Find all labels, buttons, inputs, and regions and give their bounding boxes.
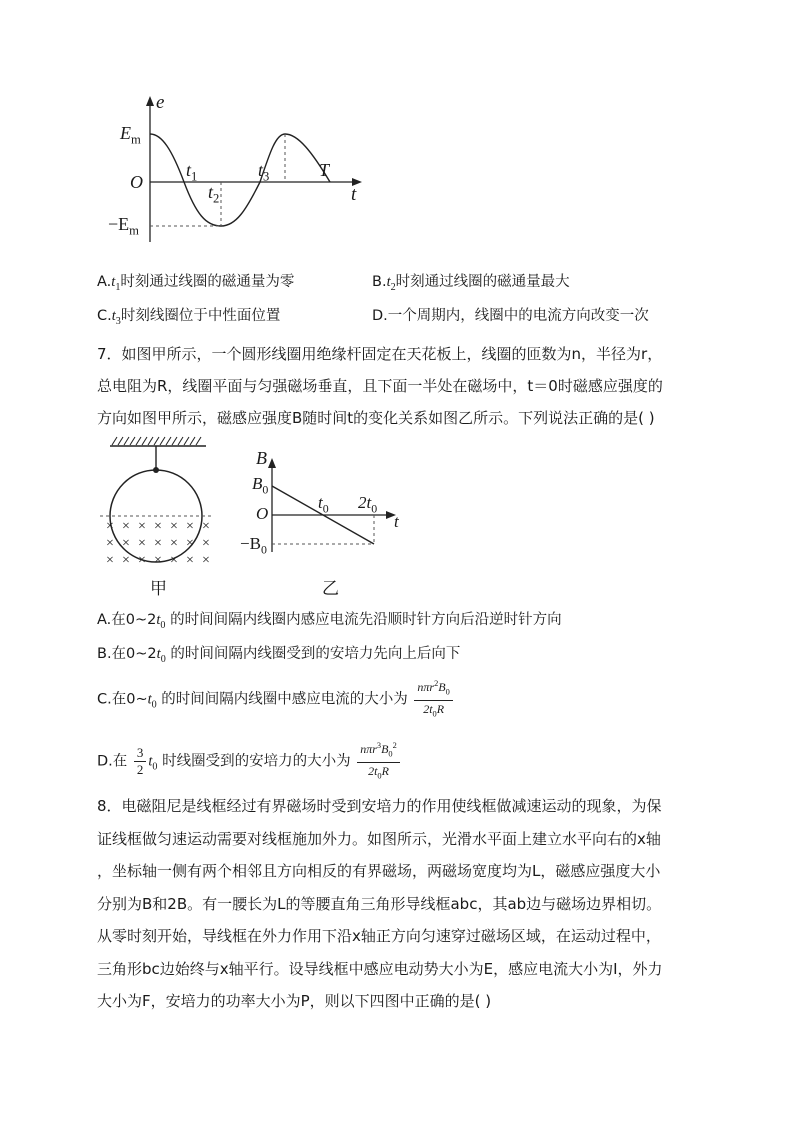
q7-line-3: 方向如图甲所示，磁感应强度B随时间t的变化关系如图乙所示。下列说法正确的是( ) bbox=[97, 409, 655, 427]
q7-option-c: C.在$0\sim t_0$ 的时间间隔内线圈中感应电流的大小为 $\frac{n\pi r^2B_0}{2t_0R}$ bbox=[97, 676, 455, 723]
field-crosses bbox=[106, 519, 210, 568]
q8-line-2: 证线框做匀速运动需要对线框施加外力。如图所示，光滑水平面上建立水平向右的x轴 bbox=[97, 829, 661, 848]
figure-jia-label: 甲 bbox=[150, 579, 167, 599]
q7-line-2: 总电阻为R，线圈平面与匀强磁场垂直，且下面一半处在磁场中，t＝0时磁感应强度的 bbox=[97, 377, 663, 395]
svg-text:×: × bbox=[106, 536, 114, 551]
svg-text:×: × bbox=[202, 536, 210, 551]
svg-text:×: × bbox=[186, 519, 194, 534]
t2-label: $t_2$ bbox=[208, 182, 220, 206]
e-axis-label: e bbox=[156, 92, 165, 113]
q7-d-fraction: $\frac{n\pi r^3B_0^2}{2t_0R}$ bbox=[357, 738, 400, 785]
t3-label: $t_3$ bbox=[258, 160, 270, 184]
emf-time-graph bbox=[100, 90, 380, 250]
svg-text:×: × bbox=[106, 553, 114, 568]
q7-d-time-fraction: $\frac{3}{2}$ bbox=[134, 745, 147, 778]
t-axis-label: t bbox=[351, 184, 357, 205]
svg-text:×: × bbox=[170, 553, 178, 568]
svg-text:×: × bbox=[170, 519, 178, 534]
ceiling-hatch bbox=[112, 437, 201, 445]
svg-text:×: × bbox=[170, 536, 178, 551]
origin-label: O bbox=[130, 172, 143, 192]
bt-origin-label: O bbox=[256, 504, 269, 523]
svg-text:×: × bbox=[122, 519, 130, 534]
emf-curve bbox=[150, 134, 330, 226]
svg-text:×: × bbox=[138, 519, 146, 534]
figure-yi-label: 乙 bbox=[322, 579, 339, 599]
q8-line-3: ，坐标轴一侧有两个相邻且方向相反的有界磁场，两磁场宽度均为L，磁感应强度大小 bbox=[97, 862, 661, 880]
q8-line-5: 从零时刻开始，导线框在外力作用下沿x轴正方向匀速穿过磁场区域，在运动过程中， bbox=[97, 927, 661, 945]
coil-field-diagram bbox=[98, 432, 218, 574]
q8-stem bbox=[97, 790, 697, 1018]
svg-text:×: × bbox=[202, 553, 210, 568]
svg-text:×: × bbox=[202, 519, 210, 534]
e-axis-arrow bbox=[146, 96, 154, 106]
q7-stem bbox=[97, 338, 697, 434]
t0-label: $t_0$ bbox=[318, 493, 329, 516]
q6-option-a: $A.t_1$时刻通过线圈的磁通量为零 bbox=[97, 274, 295, 293]
svg-text:×: × bbox=[106, 519, 114, 534]
svg-text:×: × bbox=[154, 553, 162, 568]
q6-option-c: $C.t_3$时刻线圈位于中性面位置 bbox=[97, 308, 281, 327]
bt-t-axis-label: t bbox=[394, 512, 399, 531]
t1-label: $t_1$ bbox=[186, 160, 198, 184]
neg-em-label: $-E_m$ bbox=[108, 214, 139, 238]
b-axis-label: B bbox=[256, 448, 267, 468]
q7-line-1: 7．如图甲所示，一个圆形线圈用绝缘杆固定在天花板上，线圈的匝数为n，半径为r， bbox=[97, 345, 663, 363]
svg-text:×: × bbox=[154, 536, 162, 551]
svg-text:×: × bbox=[186, 536, 194, 551]
q8-line-7: 大小为F，安培力的功率大小为P，则以下四图中正确的是( ) bbox=[97, 992, 492, 1010]
b0-label: $B_0$ bbox=[252, 474, 269, 497]
em-label: $E_m$ bbox=[120, 123, 141, 147]
q8-line-1: 8．电磁阻尼是线框经过有界磁场时受到安培力的作用使线框做减速运动的现象，为保 bbox=[97, 797, 662, 815]
b-axis-arrow bbox=[268, 458, 276, 468]
q6-option-b: $B.t_2$时刻通过线圈的磁通量最大 bbox=[372, 274, 570, 293]
q7-option-d: D.在 $\frac{3}{2}$ $t_0$ 时线圈受到的安培力的大小为 $\frac{n\pi r^3B_0^2}{2t_0R}$ bbox=[97, 738, 402, 785]
q6-option-d: D.一个周期内，线圈中的电流方向改变一次 bbox=[372, 308, 649, 324]
period-label: T bbox=[319, 160, 330, 180]
q7-option-a: A.在$0\sim 2t_0$ 的时间间隔内线圈内感应电流先沿顺时针方向后沿逆时针方向 bbox=[97, 612, 562, 631]
q7-c-fraction: $\frac{n\pi r^2B_0}{2t_0R}$ bbox=[414, 676, 452, 723]
q8-line-6: 三角形bc边始终与x轴平行。设导线框中感应电动势大小为E，感应电流大小为I，外力 bbox=[97, 959, 663, 978]
svg-text:×: × bbox=[122, 553, 130, 568]
svg-text:×: × bbox=[138, 536, 146, 551]
q7-option-b: B.在$0\sim 2t_0$ 的时间间隔内线圈受到的安培力先向上后向下 bbox=[97, 646, 461, 665]
svg-text:×: × bbox=[138, 553, 146, 568]
svg-text:×: × bbox=[122, 536, 130, 551]
svg-text:×: × bbox=[154, 519, 162, 534]
two-t0-label: $2t_0$ bbox=[358, 493, 378, 516]
neg-b0-label: $-B_0$ bbox=[240, 534, 267, 557]
q8-line-4: 分别为B和2B。有一腰长为L的等腰直角三角形导线框abc，其ab边与磁场边界相切。 bbox=[97, 894, 662, 913]
svg-text:×: × bbox=[186, 553, 194, 568]
